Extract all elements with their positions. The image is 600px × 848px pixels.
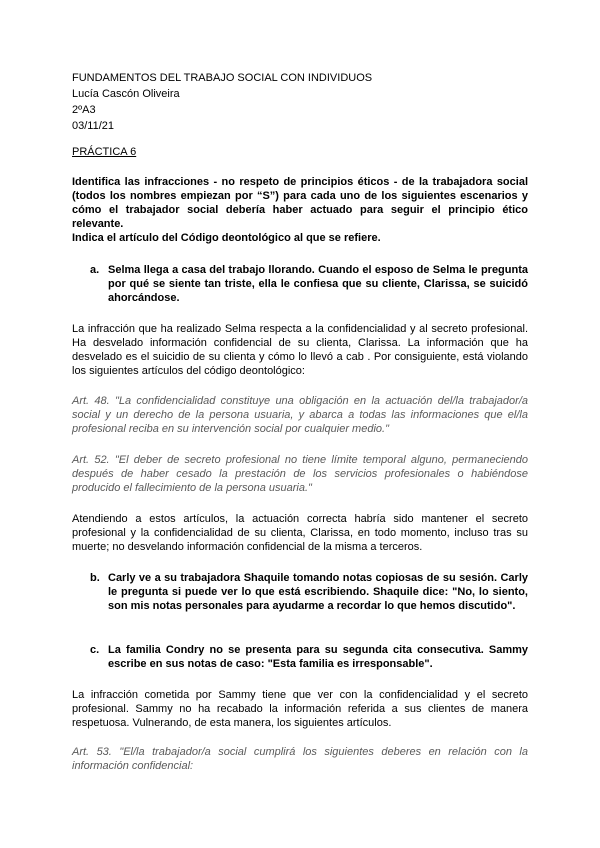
scenario-c-text: La familia Condry no se presenta para su segunda cita consecutiva. Sammy escribe en sus notas de caso: "Esta familia es irresponsable". [108, 644, 528, 670]
answer-c: La infracción cometida por Sammy tiene que ver con la confidencialidad y el secreto profesional. Sammy no ha recabado la información referida a sus clientes de manera respetuosa. Vulnerando, de esta manera, los siguientes artículos. [72, 689, 528, 729]
scenario-a-text: Selma llega a casa del trabajo llorando. Cuando el esposo de Selma le pregunta por qué se siente tan triste, ella le confiesa que su cliente, Clarissa, se suicidó ahorcándose. [108, 264, 528, 304]
date-label: 03/11/21 [72, 120, 115, 132]
course-title: FUNDAMENTOS DEL TRABAJO SOCIAL CON INDIVIDUOS [72, 72, 373, 84]
article-53-quote: Art. 53. "El/la trabajador/a social cumplirá los siguientes deberes en relación con la información confidencial: [72, 746, 528, 772]
scenario-b-marker: b. [90, 572, 100, 584]
answer-a: La infracción que ha realizado Selma respecta a la confidencialidad y al secreto profesional. Ha desvelado información confidencial de su clienta, Clarissa. La información que ha desvelado es el suicidio de su clienta y cómo lo llevó a cab . Por consiguiente, está violando los siguientes artículos del código deontológico: [72, 323, 528, 377]
practice-title: PRÁCTICA 6 [72, 146, 137, 158]
scenario-b-text: Carly ve a su trabajadora Shaquile tomando notas copiosas de su sesión. Carly le pregunta si puede ver lo que está escribiendo. Shaquile dice: "No, lo siento, son mis notas personales para ayudarme a recordar lo que hemos discutido". [108, 572, 528, 612]
scenario-c-marker: c. [90, 644, 100, 656]
article-48-quote: Art. 48. "La confidencialidad constituye una obligación en la actuación del/la trabajador/a social y un derecho de la persona usuaria, y abarca a todas las informaciones que el/la profesional reciba en su intervención social por cualquier medio." [72, 395, 528, 435]
group-label: 2ºA3 [72, 104, 96, 116]
instructions-main: Identifica las infracciones - no respeto de principios éticos - de la trabajadora social (todos los nombres empiezan por “S”) para cada uno de los siguientes escenarios y cómo el trabajador social debería haber actuado para seguir el principio ético relevante. [72, 176, 528, 230]
scenario-a [90, 263, 528, 305]
scenario-b [90, 571, 528, 613]
article-52-quote: Art. 52. "El deber de secreto profesional no tiene límite temporal alguno, permaneciendo después de haber cesado la prestación de los servicios profesionales o habiéndose producido el fallecimiento de la persona usuaria." [72, 454, 528, 494]
author-name: Lucía Cascón Oliveira [72, 88, 180, 100]
scenario-c [90, 643, 528, 671]
scenario-a-marker: a. [90, 264, 100, 276]
document-header [72, 70, 528, 134]
conclusion-a: Atendiendo a estos artículos, la actuación correcta habría sido mantener el secreto profesional y la confidencialidad de su clienta, Clarissa, en todo momento, incluso tras su muerte; no desvelando información confidencial de la misma a terceros. [72, 513, 528, 553]
instructions-article-prompt: Indica el artículo del Código deontológico al que se refiere. [72, 232, 381, 244]
instructions [72, 175, 528, 245]
